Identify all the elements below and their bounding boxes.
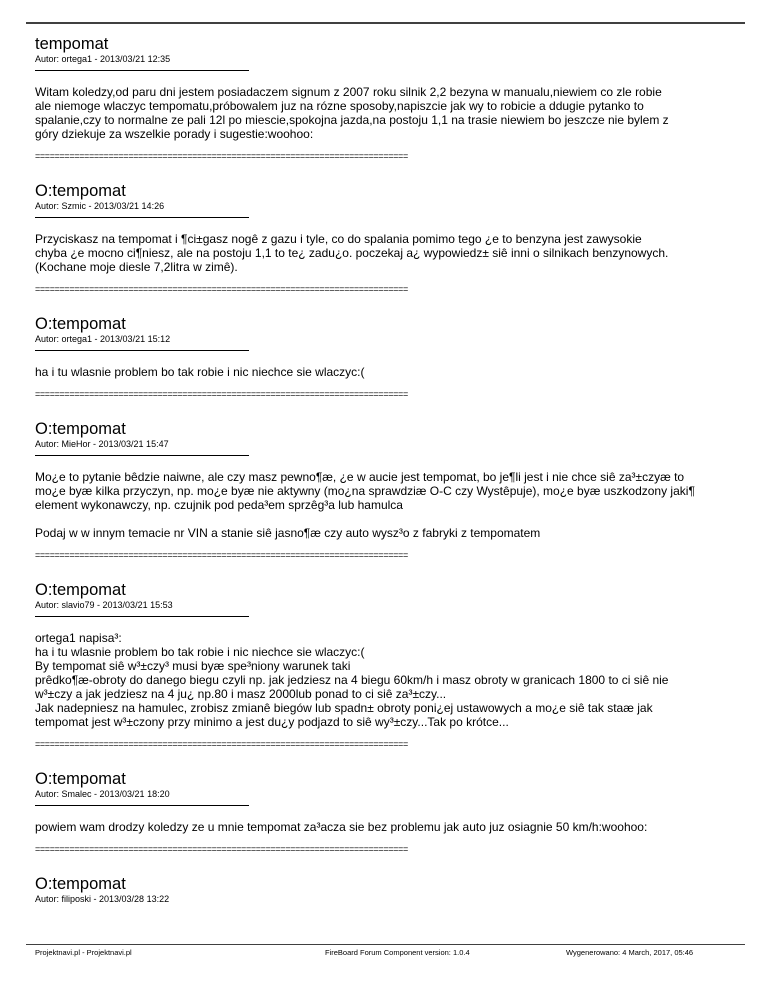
footer-generated-date: Wygenerowano: 4 March, 2017, 05:46 (566, 948, 694, 957)
post-title: tempomat (35, 35, 109, 53)
post-divider (35, 455, 249, 456)
post-meta: Autor: filiposki - 2013/03/28 13:22 (35, 894, 170, 904)
post-body: ha i tu wlasnie problem bo tak robie i nic niechce sie wlaczyc:( (35, 365, 365, 379)
post-title: O:tempomat (35, 770, 126, 788)
forum-thread (35, 34, 735, 905)
footer-site: Projektnavi.pl - Projektnavi.pl (35, 948, 132, 957)
post-body: Witam koledzy,od paru dni jestem posiadaczem signum z 2007 roku silnik 2,2 bezyna w manualu,niewiem co zle robie ale niemoge wlaczyc tempomatu,próbowalem juz na rózne sposoby,napiszcie jak wy to robicie a ddugie pytanko to spalanie,czy to normalne ze pali 12l po miescie,spokojna jazda,na postoju 1,1 na trasie niewiem bo jeszcze nie bylem z góry dziekuje za wszelkie porady i sugestie:woohoo: (35, 85, 669, 141)
header-rule (26, 22, 745, 24)
post-divider (35, 616, 249, 617)
post-separator: ============================================================================ (35, 739, 408, 749)
post-body: Przyciskasz na tempomat i ¶ci±gasz nogê z gazu i tyle, co do spalania pomimo tego ¿e to benzyna jest zawysokie chyba ¿e mocno ci¶niesz, ale na postoju 1,1 to te¿ zadu¿o. poczekaj a¿ wypowiedz± siê inni o silnikach benzynowych. (Kochane moje diesle 7,2litra w zimê). (35, 232, 669, 274)
post-meta: Autor: ortega1 - 2013/03/21 12:35 (35, 54, 171, 64)
post-title: O:tempomat (35, 182, 126, 200)
footer-component-version: FireBoard Forum Component version: 1.0.4 (325, 948, 470, 957)
post (35, 314, 735, 400)
post-divider (35, 70, 249, 71)
post-title: O:tempomat (35, 581, 126, 599)
post-meta: Autor: MieHor - 2013/03/21 15:47 (35, 439, 169, 449)
post-separator: ============================================================================ (35, 389, 408, 399)
post-title: O:tempomat (35, 315, 126, 333)
post-body: powiem wam drodzy koledzy ze u mnie tempomat za³acza sie bez problemu jak auto juz osiagnie 50 km/h:woohoo: (35, 820, 648, 834)
post (35, 419, 735, 561)
footer-rule (26, 944, 745, 945)
post-divider (35, 350, 249, 351)
post-separator: ============================================================================ (35, 284, 408, 294)
post (35, 769, 735, 855)
post-title: O:tempomat (35, 875, 126, 893)
post-body: ortega1 napisa³: ha i tu wlasnie problem bo tak robie i nic niechce sie wlaczyc:( By tempomat siê w³±czy³ musi byæ spe³niony warunek taki prêdko¶æ-obroty do danego biegu czyli np. jak jedziesz na 4 biegu 60km/h i masz obroty w granicach 1800 to ci siê nie w³±czy a jak jedziesz na 4 ju¿ np.80 i masz 2000lub ponad to ci siê za³±czy... Jak nadepniesz na hamulec, zrobisz zmianê biegów lub spadn± obroty poni¿ej ustawowych a mo¿e siê tak staæ jak tempomat jest w³±czony przy minimo a jest du¿y podjazd to siê wy³±czy...Tak po krótce... (35, 631, 669, 729)
post-divider (35, 805, 249, 806)
post-title: O:tempomat (35, 420, 126, 438)
post (35, 34, 735, 162)
post (35, 580, 735, 750)
post-divider (35, 217, 249, 218)
post (35, 874, 735, 905)
post-meta: Autor: slavio79 - 2013/03/21 15:53 (35, 600, 173, 610)
post-meta: Autor: ortega1 - 2013/03/21 15:12 (35, 334, 171, 344)
post-separator: ============================================================================ (35, 151, 408, 161)
post-separator: ============================================================================ (35, 550, 408, 560)
post-meta: Autor: Szmic - 2013/03/21 14:26 (35, 201, 165, 211)
post-separator: ============================================================================ (35, 844, 408, 854)
post-meta: Autor: Smalec - 2013/03/21 18:20 (35, 789, 170, 799)
post (35, 181, 735, 295)
post-body: Mo¿e to pytanie bêdzie naiwne, ale czy masz pewno¶æ, ¿e w aucie jest tempomat, bo je¶li jest i nie chce siê za³±czyæ to mo¿e byæ kilka przyczyn, np. mo¿e byæ nie aktywny (mo¿na sprawdziæ O-C czy Wystêpuje), mo¿e byæ uszkodzony jaki¶ element wykonawczy, np. czujnik pod peda³em sprzêg³a lub hamulca Podaj w w innym temacie nr VIN a stanie siê jasno¶æ czy auto wysz³o z fabryki z tempomatem (35, 470, 695, 540)
